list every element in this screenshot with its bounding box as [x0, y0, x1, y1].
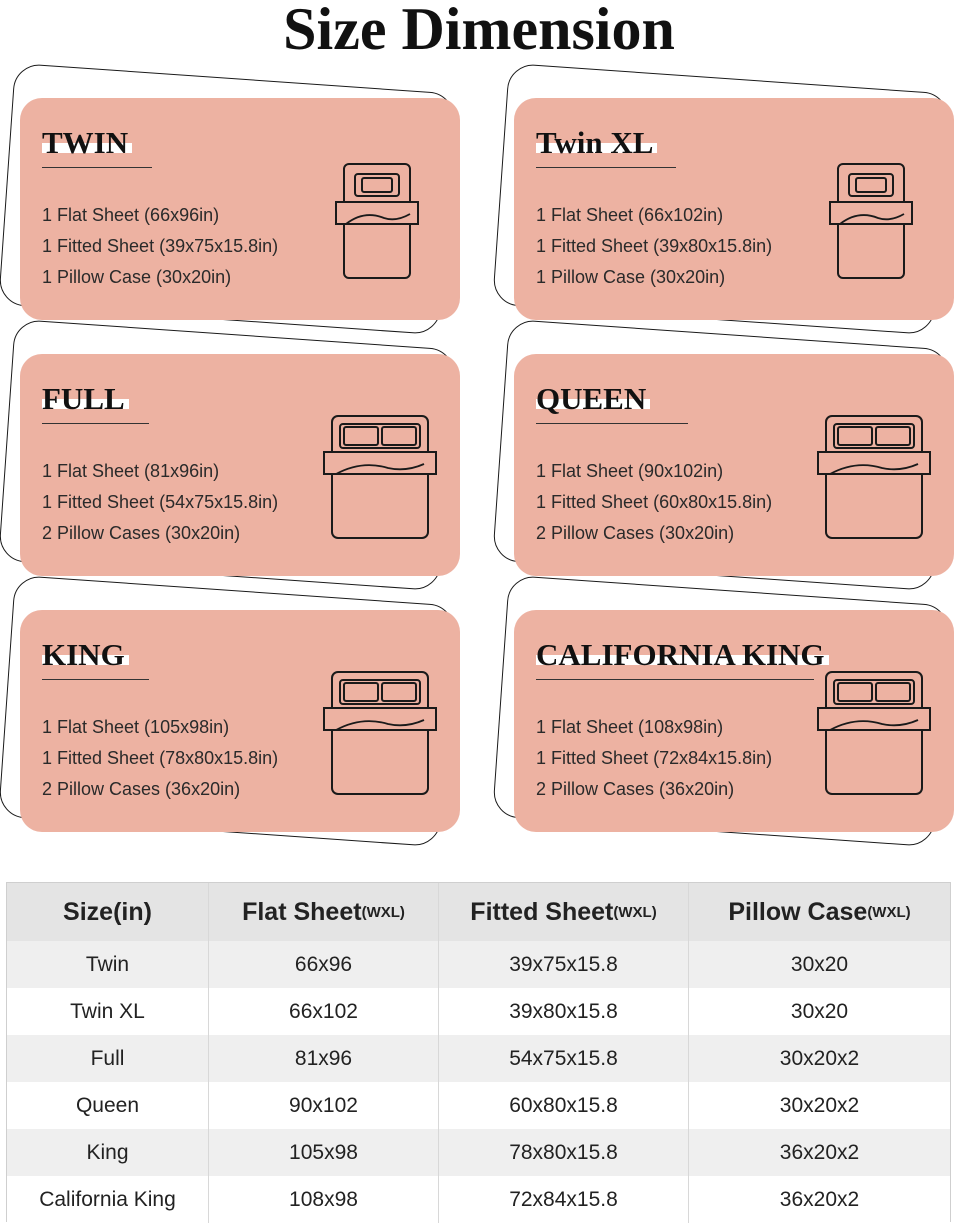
table-cell: 39x75x15.8 [439, 941, 689, 988]
table-header-cell [689, 883, 950, 941]
card-item: 1 Pillow Case (30x20in) [42, 267, 232, 287]
table-body [7, 941, 950, 1223]
table-row [7, 988, 950, 1035]
card-item: 1 Fitted Sheet (39x80x15.8in) [536, 236, 773, 256]
table-cell: 78x80x15.8 [439, 1129, 689, 1176]
header-sub: (WXL) [361, 903, 405, 921]
table-cell: King [7, 1129, 209, 1176]
size-table [6, 882, 951, 1222]
table-header-cell [209, 883, 439, 941]
table-header-row [7, 883, 950, 941]
single-bed-icon [828, 162, 914, 280]
size-card-twin-xl [500, 78, 958, 328]
card-item: 2 Pillow Cases (30x20in) [536, 523, 735, 543]
card-item: 1 Fitted Sheet (54x75x15.8in) [42, 492, 279, 512]
card-item: 2 Pillow Cases (36x20in) [42, 779, 241, 799]
table-row [7, 1035, 950, 1082]
card-item: 1 Flat Sheet (108x98in) [536, 717, 724, 737]
header-sub: (WXL) [867, 903, 911, 921]
card-title-rule [536, 679, 814, 680]
card-item: 1 Flat Sheet (81x96in) [42, 461, 220, 481]
double-bed-icon [322, 670, 438, 796]
card-title [536, 638, 829, 672]
table-cell: 30x20x2 [779, 1046, 860, 1070]
card-item: 1 Pillow Case (30x20in) [536, 267, 726, 287]
double-bed-icon [322, 414, 438, 540]
table-cell: 30x20 [790, 999, 849, 1023]
table-row [7, 1082, 950, 1129]
card-items [42, 200, 278, 293]
card-title-text: TWIN [42, 125, 132, 160]
table-cell: 105x98 [209, 1129, 439, 1176]
card-title-text: KING [42, 637, 129, 672]
table-cell: Queen [7, 1082, 209, 1129]
size-card-twin [6, 78, 476, 328]
double-bed-icon [816, 414, 932, 540]
table-cell: 30x20 [790, 952, 849, 976]
card-item: 1 Flat Sheet (66x102in) [536, 205, 724, 225]
card-items [536, 200, 772, 293]
card-item: 2 Pillow Cases (30x20in) [42, 523, 241, 543]
card-title [536, 126, 657, 160]
card-items [42, 456, 278, 549]
card-title-rule [536, 423, 688, 424]
card-item: 1 Flat Sheet (105x98in) [42, 717, 230, 737]
table-cell: California King [7, 1176, 209, 1223]
card-item: 1 Fitted Sheet (72x84x15.8in) [536, 748, 773, 768]
card-item: 1 Fitted Sheet (78x80x15.8in) [42, 748, 279, 768]
card-title-rule [42, 423, 149, 424]
card-title [42, 126, 132, 160]
single-bed-icon [334, 162, 420, 280]
card-items [42, 712, 278, 805]
card-title-rule [536, 167, 676, 168]
header-main: Fitted Sheet [470, 897, 614, 926]
table-cell: 81x96 [209, 1035, 439, 1082]
header-sub: (WXL) [613, 903, 657, 921]
table-cell: 108x98 [209, 1176, 439, 1223]
card-title [42, 382, 129, 416]
table-cell: Full [7, 1035, 209, 1082]
header-main: Flat Sheet [242, 897, 362, 926]
card-item: 2 Pillow Cases (36x20in) [536, 779, 735, 799]
size-card-queen [500, 334, 958, 584]
card-title-rule [42, 167, 152, 168]
card-item: 1 Fitted Sheet (39x75x15.8in) [42, 236, 279, 256]
table-row [7, 1176, 950, 1223]
card-item: 1 Flat Sheet (90x102in) [536, 461, 724, 481]
table-cell: Twin [7, 941, 209, 988]
table-cell: 39x80x15.8 [439, 988, 689, 1035]
card-title-text: QUEEN [536, 381, 650, 416]
card-title [536, 382, 650, 416]
card-item: 1 Flat Sheet (66x96in) [42, 205, 220, 225]
table-cell: 54x75x15.8 [439, 1035, 689, 1082]
card-title [42, 638, 129, 672]
double-bed-icon [816, 670, 932, 796]
size-card-california-king [500, 590, 958, 840]
card-title-text: Twin XL [536, 125, 657, 160]
table-cell: 90x102 [209, 1082, 439, 1129]
table-cell: 60x80x15.8 [439, 1082, 689, 1129]
size-card-full [6, 334, 476, 584]
card-item: 1 Fitted Sheet (60x80x15.8in) [536, 492, 773, 512]
header-main: Pillow Case [728, 897, 868, 926]
header-main: Size(in) [63, 897, 152, 926]
table-cell: 36x20x2 [779, 1140, 860, 1164]
table-row [7, 1129, 950, 1176]
table-cell: 36x20x2 [779, 1187, 860, 1211]
table-cell: 66x96 [209, 941, 439, 988]
card-items [536, 456, 772, 549]
card-title-text: CALIFORNIA KING [536, 637, 829, 672]
table-cell: 30x20x2 [779, 1093, 860, 1117]
table-header-cell [7, 883, 209, 941]
card-title-rule [42, 679, 149, 680]
card-title-text: FULL [42, 381, 129, 416]
table-cell: 72x84x15.8 [439, 1176, 689, 1223]
table-cell: Twin XL [7, 988, 209, 1035]
size-card-king [6, 590, 476, 840]
table-cell: 66x102 [209, 988, 439, 1035]
page-title: Size Dimension [283, 0, 675, 62]
table-header-cell [439, 883, 689, 941]
card-items [536, 712, 772, 805]
table-row [7, 941, 950, 988]
